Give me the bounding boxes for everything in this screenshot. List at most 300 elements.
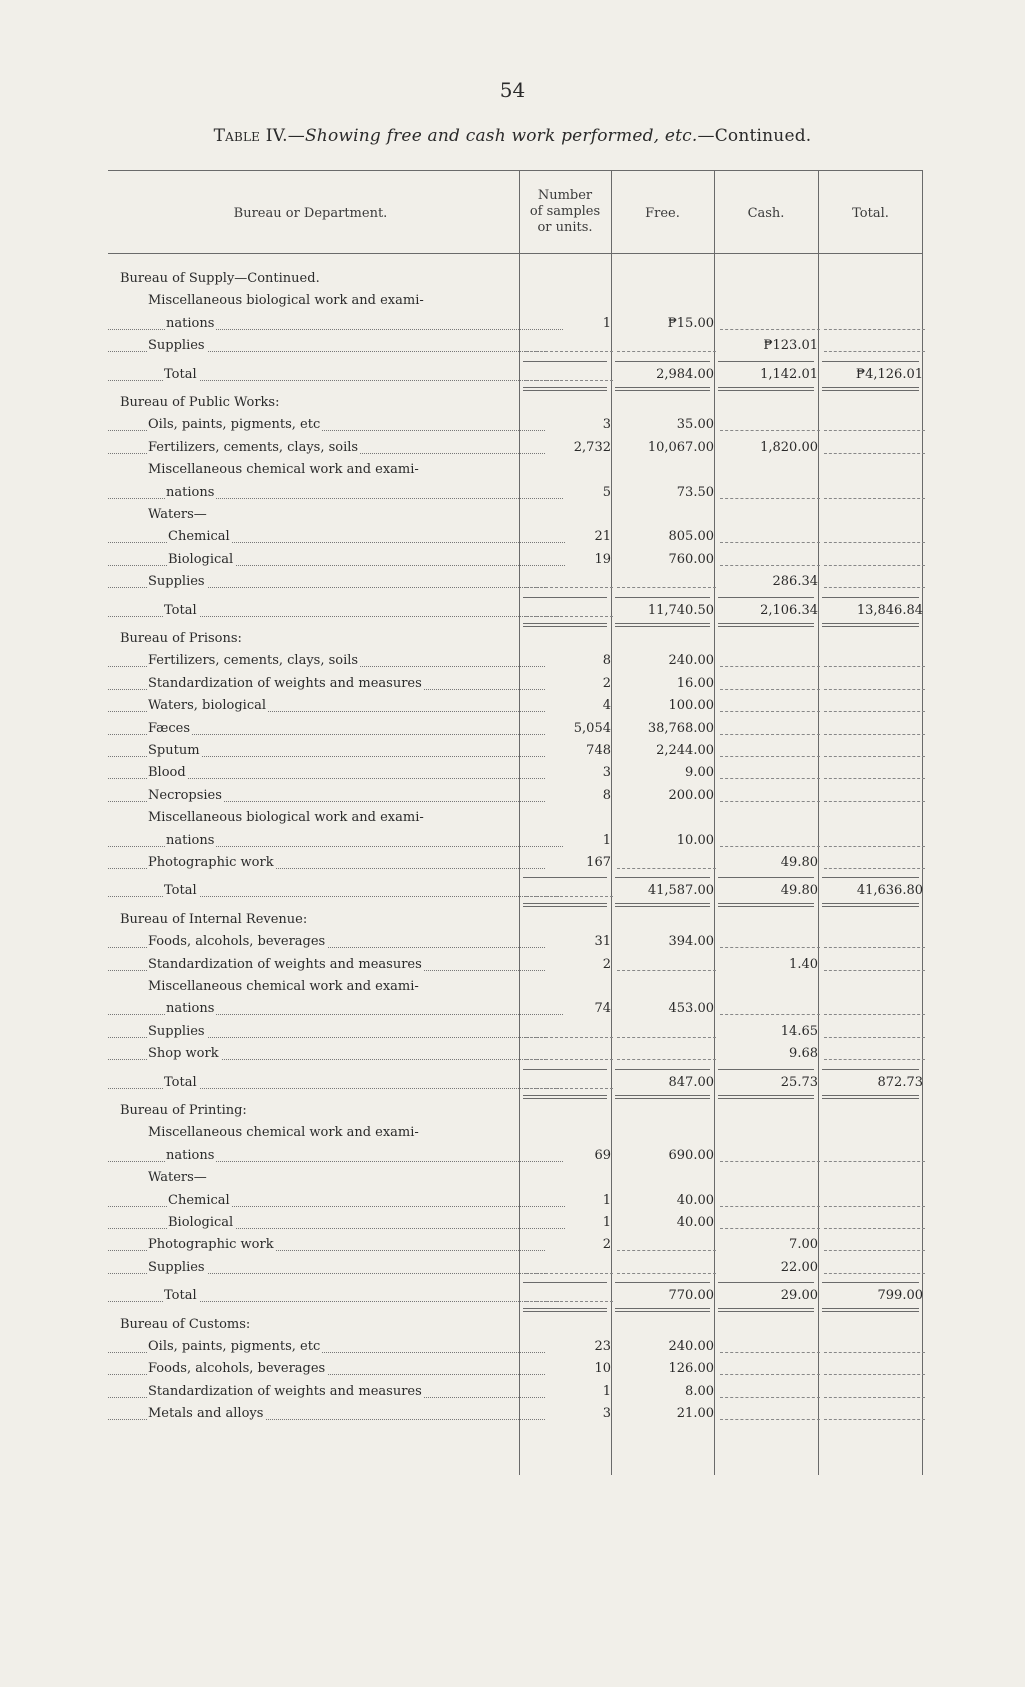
- header-free: Free.: [645, 206, 680, 221]
- free-amount-cell: ₱15.00: [667, 315, 714, 331]
- table-row: [108, 571, 923, 593]
- total-amount-cell: [818, 1314, 931, 1336]
- table-row: [108, 1358, 923, 1380]
- free-amount-cell: 847.00: [668, 1074, 714, 1090]
- row-label: [108, 1285, 569, 1307]
- total-amount-cell: [818, 414, 931, 436]
- table-row: [108, 526, 923, 548]
- total-amount-cell: [818, 1234, 931, 1256]
- free-amount-cell: 760.00: [668, 551, 714, 567]
- row-label-text: Photographic work: [148, 855, 274, 870]
- header-bottom-rule: [108, 253, 923, 254]
- table-row: [108, 1212, 923, 1234]
- cash-amount-cell: [714, 931, 826, 953]
- row-label: [108, 880, 569, 902]
- sample-count-cell: 3: [602, 1406, 611, 1422]
- sample-count-cell: [519, 1072, 619, 1094]
- row-label: [108, 1190, 573, 1212]
- sample-count-cell: 1: [602, 1192, 611, 1208]
- total-amount-cell: [818, 459, 931, 481]
- table-row: [108, 1190, 923, 1212]
- free-amount-cell: [611, 852, 722, 874]
- sample-count-cell: 167: [586, 855, 611, 870]
- table-row: [108, 1145, 923, 1167]
- total-rule: [523, 1282, 607, 1283]
- total-rule: [523, 1098, 607, 1099]
- total-amount-cell: 799.00: [877, 1288, 923, 1304]
- row-label-text: Oils, paints, pigments, etc: [148, 1339, 321, 1354]
- total-rule: [822, 361, 919, 362]
- table-row: [108, 830, 923, 852]
- cash-amount-cell: [714, 785, 826, 807]
- row-label-text: Fertilizers, cements, clays, soils: [148, 439, 359, 455]
- row-label: [108, 628, 525, 650]
- total-rule: [822, 906, 919, 907]
- sample-count-cell: [519, 880, 619, 902]
- free-amount-cell: 690.00: [668, 1147, 714, 1163]
- total-rule: [822, 1282, 919, 1283]
- row-label: [108, 335, 553, 357]
- row-label-text: Fæces: [148, 720, 191, 736]
- total-amount-cell: [818, 785, 931, 807]
- table-row: [108, 650, 923, 672]
- section-heading-row: [108, 1314, 923, 1336]
- table-header: [108, 180, 923, 250]
- total-rule: [718, 626, 814, 627]
- total-amount-cell: [818, 526, 931, 548]
- row-label: [108, 807, 553, 829]
- total-rule: [822, 597, 919, 598]
- table-top-rule: [108, 170, 923, 171]
- table-row: [108, 549, 923, 571]
- free-amount-cell: 41,587.00: [647, 883, 714, 899]
- total-rule: [523, 1095, 607, 1096]
- row-label: [108, 998, 571, 1020]
- total-rule: [718, 361, 814, 362]
- cash-amount-cell: 286.34: [772, 574, 818, 590]
- cash-amount-cell: [714, 976, 826, 998]
- total-amount-cell: [818, 504, 931, 526]
- cash-amount-cell: 49.80: [780, 855, 818, 870]
- table-row: [108, 1043, 923, 1065]
- table-row: [108, 313, 923, 335]
- total-amount-cell: 41,636.80: [856, 883, 923, 899]
- total-rule: [523, 1308, 607, 1309]
- sample-count-cell: 2: [602, 956, 611, 972]
- table-row: [108, 504, 923, 526]
- free-amount-cell: [611, 1021, 722, 1043]
- row-label-text: Sputum: [148, 743, 200, 758]
- sample-count-cell: 3: [602, 417, 611, 433]
- total-amount-cell: [818, 335, 931, 357]
- free-amount-cell: 38,768.00: [647, 720, 714, 736]
- total-rule: [718, 387, 814, 388]
- cash-amount-cell: [714, 1381, 826, 1403]
- row-label: [108, 392, 525, 414]
- row-label-text: Bureau of Printing:: [120, 1103, 247, 1118]
- total-rule: [615, 877, 710, 878]
- free-amount-cell: 770.00: [668, 1288, 714, 1304]
- free-amount-cell: [611, 268, 722, 290]
- header-number: [519, 188, 611, 236]
- free-amount-cell: 240.00: [668, 1339, 714, 1354]
- total-rule: [822, 1095, 919, 1096]
- total-amount-cell: [818, 673, 931, 695]
- table-row: [108, 437, 923, 459]
- row-label-text: Total: [164, 1074, 197, 1090]
- free-amount-cell: 394.00: [668, 934, 714, 950]
- total-rule: [615, 1282, 710, 1283]
- cash-amount-cell: 1.40: [789, 956, 818, 972]
- free-amount-cell: 73.50: [676, 484, 714, 500]
- total-rule: [718, 877, 814, 878]
- free-amount-cell: 453.00: [668, 1001, 714, 1017]
- section-heading-row: [108, 1100, 923, 1122]
- total-rule: [718, 1311, 814, 1312]
- cash-amount-cell: 9.68: [789, 1046, 818, 1062]
- total-amount-cell: [818, 830, 931, 852]
- total-amount-cell: [818, 1021, 931, 1043]
- cash-amount-cell: [714, 1145, 826, 1167]
- row-label: [108, 459, 553, 481]
- total-amount-cell: [818, 740, 931, 762]
- header-number-line: of samples: [529, 204, 601, 219]
- total-amount-cell: [818, 290, 931, 312]
- sample-count-cell: [519, 290, 619, 312]
- free-amount-cell: [611, 290, 722, 312]
- row-label: [108, 600, 569, 622]
- total-rule: [523, 626, 607, 627]
- table-row: [108, 695, 923, 717]
- total-row: [108, 364, 923, 386]
- free-amount-cell: [611, 1122, 722, 1144]
- total-amount-cell: [818, 954, 931, 976]
- free-amount-cell: 9.00: [685, 765, 714, 781]
- row-label: [108, 740, 553, 762]
- total-amount-cell: [818, 852, 931, 874]
- sample-count-cell: [519, 909, 619, 931]
- total-rule: [718, 1095, 814, 1096]
- table-row: [108, 954, 923, 976]
- total-amount-cell: 13,846.84: [856, 602, 923, 618]
- free-amount-cell: 10.00: [676, 832, 714, 848]
- cash-amount-cell: 7.00: [789, 1237, 818, 1253]
- table-row: [108, 1021, 923, 1043]
- table-row: [108, 931, 923, 953]
- cash-amount-cell: 25.73: [780, 1074, 818, 1090]
- cash-amount-cell: 1,820.00: [760, 439, 818, 455]
- sample-count-cell: [519, 1257, 619, 1279]
- free-amount-cell: [611, 909, 722, 931]
- row-label: [108, 954, 553, 976]
- row-label-text: Chemical: [168, 529, 230, 545]
- title-italic: —Showing free and cash work performed, etc.: [287, 126, 698, 146]
- free-amount-cell: 2,244.00: [656, 743, 714, 758]
- row-label: [108, 504, 553, 526]
- table-row: [108, 482, 923, 504]
- row-label-text: Standardization of weights and measures: [148, 1383, 422, 1399]
- row-label-text: Photographic work: [148, 1237, 274, 1253]
- cash-amount-cell: [714, 673, 826, 695]
- row-label: [108, 785, 553, 807]
- row-label-text: Supplies: [148, 1259, 205, 1275]
- sample-count-cell: [519, 335, 619, 357]
- row-label-text: Total: [164, 883, 197, 899]
- cash-amount-cell: [714, 830, 826, 852]
- total-rule: [523, 1069, 607, 1070]
- sample-count-cell: [519, 364, 619, 386]
- total-rule: [615, 1069, 710, 1070]
- row-label: [108, 1021, 553, 1043]
- total-rule: [822, 1069, 919, 1070]
- row-label: [108, 313, 571, 335]
- total-amount-cell: [818, 1145, 931, 1167]
- total-amount-cell: [818, 1190, 931, 1212]
- section-heading-row: [108, 392, 923, 414]
- cash-amount-cell: [714, 526, 826, 548]
- total-amount-cell: [818, 437, 931, 459]
- cash-amount-cell: [714, 268, 826, 290]
- row-label-text: Bureau of Prisons:: [120, 631, 242, 646]
- sample-count-cell: 3: [602, 765, 611, 781]
- total-rule: [615, 387, 710, 388]
- row-label-text: Waters—: [148, 507, 207, 522]
- sample-count-cell: 19: [594, 551, 611, 567]
- table-row: [108, 414, 923, 436]
- row-label-text: Standardization of weights and measures: [148, 675, 422, 691]
- row-label-text: Shop work: [148, 1046, 219, 1062]
- total-amount-cell: [818, 762, 931, 784]
- table-row: [108, 290, 923, 312]
- free-amount-cell: [611, 1234, 722, 1256]
- row-label-text: Biological: [168, 1215, 234, 1230]
- free-amount-cell: [611, 1167, 722, 1189]
- header-cash: Cash.: [747, 206, 785, 221]
- total-rule: [615, 623, 710, 624]
- row-label-text: Waters—: [148, 1170, 207, 1186]
- total-rule: [615, 1098, 710, 1099]
- sample-count-cell: 2: [602, 1237, 611, 1253]
- sample-count-cell: 31: [594, 934, 611, 950]
- total-rule: [523, 903, 607, 904]
- sample-count-cell: 23: [594, 1339, 611, 1354]
- total-amount-cell: [818, 1336, 931, 1358]
- table-row: [108, 998, 923, 1020]
- total-rule: [718, 1069, 814, 1070]
- free-amount-cell: 10,067.00: [647, 439, 714, 455]
- row-label-text: Miscellaneous biological work and exami-: [148, 810, 424, 826]
- header-number-line: Number: [537, 188, 593, 203]
- total-rule: [615, 390, 710, 391]
- total-amount-cell: [818, 628, 931, 650]
- total-row: [108, 600, 923, 622]
- table-row: [108, 1257, 923, 1279]
- table-row: [108, 740, 923, 762]
- total-amount-cell: [818, 268, 931, 290]
- row-label-text: nations: [166, 484, 215, 500]
- row-label: [108, 549, 573, 571]
- cash-amount-cell: [714, 628, 826, 650]
- sample-count-cell: 1: [602, 832, 611, 848]
- row-label: [108, 1403, 553, 1425]
- row-label: [108, 909, 525, 931]
- table-row: [108, 976, 923, 998]
- title-lead: Table IV.: [213, 126, 288, 146]
- total-rule: [523, 390, 607, 391]
- total-rule: [523, 361, 607, 362]
- total-rule: [523, 906, 607, 907]
- row-label-text: Necropsies: [148, 787, 222, 803]
- table-row: [108, 335, 923, 357]
- free-amount-cell: [611, 459, 722, 481]
- sample-count-cell: 1: [602, 1215, 611, 1230]
- row-label: [108, 290, 553, 312]
- row-label-text: nations: [166, 1001, 215, 1017]
- cash-amount-cell: [714, 695, 826, 717]
- row-label-text: Total: [164, 366, 197, 382]
- total-amount-cell: [818, 1358, 931, 1380]
- sample-count-cell: [519, 628, 619, 650]
- sample-count-cell: [519, 571, 619, 593]
- cash-amount-cell: 29.00: [780, 1288, 818, 1304]
- total-amount-cell: [818, 482, 931, 504]
- row-label: [108, 1100, 525, 1122]
- sample-count-cell: [519, 807, 619, 829]
- free-amount-cell: [611, 1257, 722, 1279]
- row-label-text: Supplies: [148, 574, 205, 590]
- row-label: [108, 695, 553, 717]
- row-label: [108, 1072, 569, 1094]
- cash-amount-cell: [714, 392, 826, 414]
- free-amount-cell: [611, 504, 722, 526]
- row-label: [108, 1358, 553, 1380]
- cash-amount-cell: [714, 1167, 826, 1189]
- total-rule: [718, 906, 814, 907]
- cash-amount-cell: [714, 504, 826, 526]
- total-amount-cell: [818, 998, 931, 1020]
- free-amount-cell: [611, 1100, 722, 1122]
- row-label-text: Miscellaneous chemical work and exami-: [148, 462, 419, 478]
- sample-count-cell: 69: [594, 1147, 611, 1163]
- total-rule: [523, 1311, 607, 1312]
- row-label-text: Bureau of Customs:: [120, 1316, 251, 1332]
- total-amount-cell: [818, 1122, 931, 1144]
- cash-amount-cell: [714, 1403, 826, 1425]
- sample-count-cell: 1: [602, 315, 611, 331]
- total-rule: [523, 623, 607, 624]
- sample-count-cell: 4: [602, 698, 611, 714]
- row-label: [108, 526, 573, 548]
- cash-amount-cell: [714, 1190, 826, 1212]
- row-label: [108, 1314, 525, 1336]
- total-amount-cell: [818, 1257, 931, 1279]
- free-amount-cell: [611, 335, 722, 357]
- row-label: [108, 437, 553, 459]
- row-label-text: Metals and alloys: [148, 1406, 264, 1422]
- total-rule: [822, 390, 919, 391]
- free-amount-cell: [611, 571, 722, 593]
- sample-count-cell: 21: [594, 529, 611, 545]
- free-amount-cell: 21.00: [676, 1406, 714, 1422]
- cash-amount-cell: [714, 482, 826, 504]
- cash-amount-cell: [714, 1100, 826, 1122]
- row-label-text: Chemical: [168, 1192, 230, 1208]
- row-label: [108, 1167, 553, 1189]
- page-number: 54: [499, 78, 526, 102]
- total-amount-cell: [818, 571, 931, 593]
- table-row: [108, 807, 923, 829]
- sample-count-cell: [519, 459, 619, 481]
- free-amount-cell: 2,984.00: [656, 366, 714, 382]
- row-label-text: Standardization of weights and measures: [148, 956, 422, 972]
- free-amount-cell: 8.00: [685, 1383, 714, 1399]
- row-label-text: Supplies: [148, 338, 205, 354]
- cash-amount-cell: [714, 1336, 826, 1358]
- total-rule: [822, 1098, 919, 1099]
- total-rule: [523, 597, 607, 598]
- free-amount-cell: [611, 1314, 722, 1336]
- table-row: [108, 852, 923, 874]
- total-rule: [615, 626, 710, 627]
- cash-amount-cell: [714, 313, 826, 335]
- total-rule: [523, 387, 607, 388]
- row-label: [108, 1234, 553, 1256]
- total-rule: [615, 906, 710, 907]
- row-label: [108, 364, 569, 386]
- free-amount-cell: 40.00: [676, 1192, 714, 1208]
- sample-count-cell: [519, 1021, 619, 1043]
- row-label: [108, 1122, 553, 1144]
- free-amount-cell: [611, 628, 722, 650]
- table-row: [108, 1403, 923, 1425]
- sample-count-cell: 74: [594, 1001, 611, 1017]
- row-label: [108, 1212, 573, 1234]
- row-label: [108, 1257, 553, 1279]
- total-amount-cell: [818, 1212, 931, 1234]
- table-row: [108, 459, 923, 481]
- total-amount-cell: [818, 1381, 931, 1403]
- total-rule: [615, 1311, 710, 1312]
- total-amount-cell: [818, 807, 931, 829]
- table-row: [108, 1234, 923, 1256]
- total-amount-cell: [818, 976, 931, 998]
- sample-count-cell: 748: [586, 743, 611, 758]
- total-rule: [615, 1308, 710, 1309]
- table-row: [108, 1167, 923, 1189]
- row-label-text: Miscellaneous chemical work and exami-: [148, 1125, 419, 1141]
- row-label: [108, 1336, 553, 1358]
- sample-count-cell: 2: [602, 675, 611, 691]
- sample-count-cell: [519, 1043, 619, 1065]
- row-label: [108, 976, 553, 998]
- cash-amount-cell: 14.65: [780, 1023, 818, 1039]
- section-heading-row: [108, 268, 923, 290]
- free-amount-cell: 40.00: [676, 1215, 714, 1230]
- cash-amount-cell: [714, 290, 826, 312]
- total-row: [108, 1285, 923, 1307]
- row-label-text: nations: [166, 315, 215, 331]
- sample-count-cell: [519, 1314, 619, 1336]
- title-tail: —Continued.: [697, 126, 812, 146]
- total-rule: [822, 387, 919, 388]
- row-label-text: Supplies: [148, 1023, 205, 1039]
- total-rule: [822, 1308, 919, 1309]
- row-label: [108, 482, 571, 504]
- total-rule: [718, 903, 814, 904]
- cash-amount-cell: 2,106.34: [760, 602, 818, 618]
- header-total: Total.: [852, 206, 889, 221]
- total-rule: [615, 597, 710, 598]
